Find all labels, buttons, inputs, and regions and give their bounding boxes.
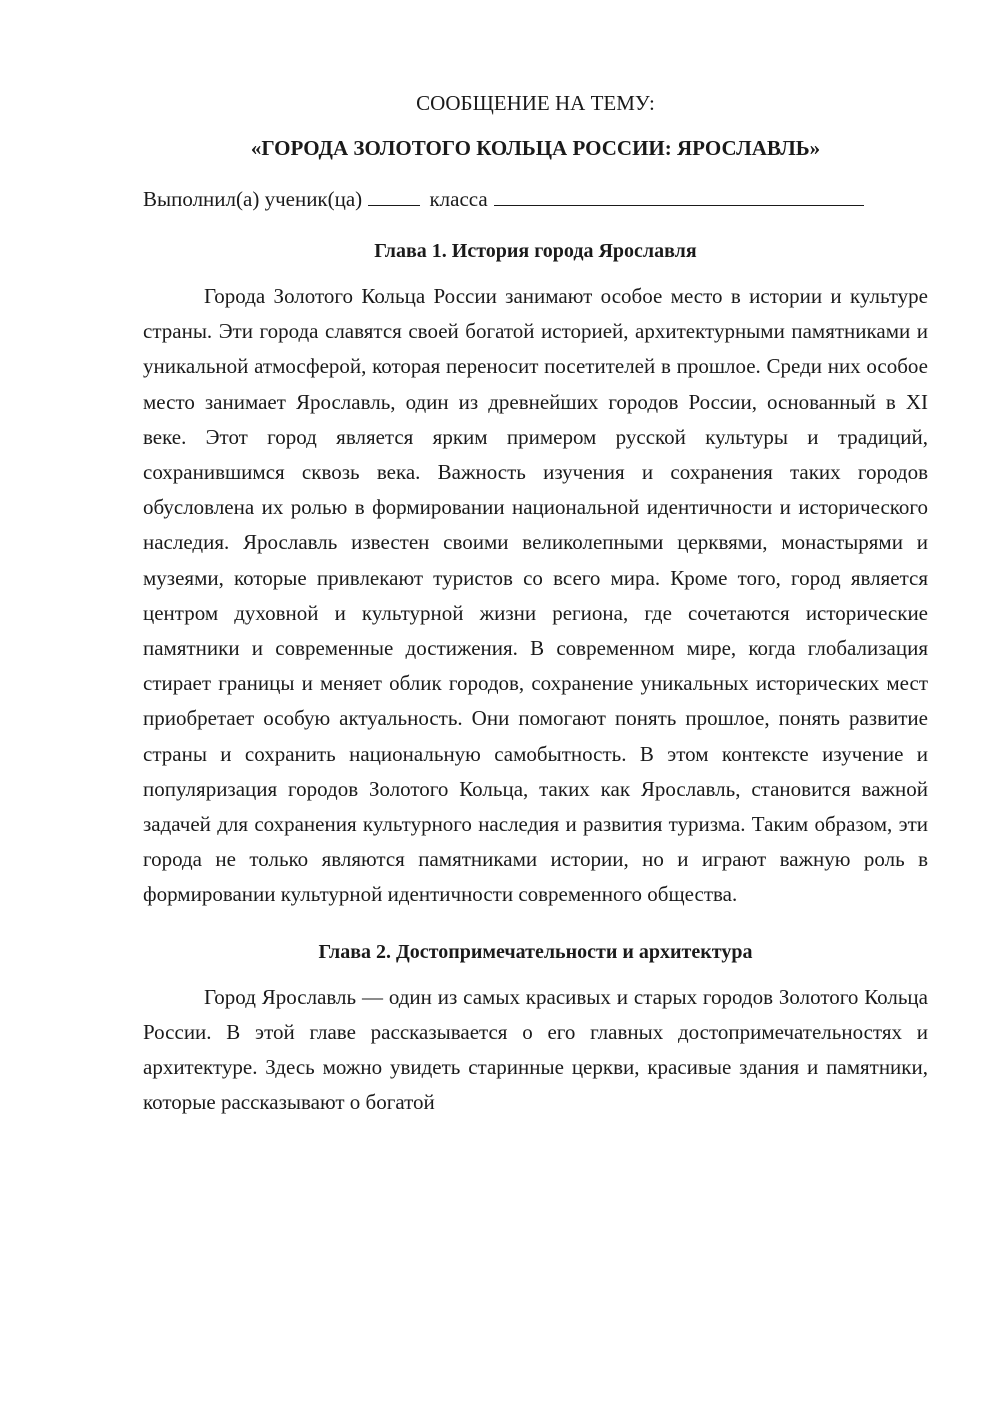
author-class-word: класса (429, 187, 488, 211)
author-prefix: Выполнил(а) ученик(ца) (143, 187, 363, 211)
student-name-blank[interactable] (368, 183, 420, 206)
document-main-title: «ГОРОДА ЗОЛОТОГО КОЛЬЦА РОССИИ: ЯРОСЛАВЛЬ» (250, 136, 821, 160)
chapter-2-paragraph: Город Ярославль — один из самых красивых и старых городов Золотого Кольца России. В этой главе рассказывается о его главных достопримечательностях и архитектуре. Здесь можно увидеть старинные церкви, красивые здания и памятники, которые рассказывают о богатой (143, 984, 928, 1115)
class-blank[interactable] (494, 183, 864, 206)
chapter-1-paragraph: Города Золотого Кольца России занимают особое место в истории и культуре страны. Эти города славятся своей богатой историей, архитектурными памятниками и уникальной атмосферой, которая переносит посетителей в прошлое. Среди них особое место занимает Ярославль, один из древнейших городов России, основанный в XI веке. Этот город является ярким примером русской культуры и традиций, сохранившимся сквозь века. Важность изучения и сохранения таких городов обусловлена их ролью в формировании национальной идентичности и исторического наследия. Ярославль известен своими великолепными церквями, монастырями и музеями, которые привлекают туристов со всего мира. Кроме того, город является центром духовной и культурной жизни региона, где сочетаются исторические памятники и современные достижения. В современном мире, когда глобализация стирает границы и меняет облик городов, сохранение уникальных исторических мест приобретает особую актуальность. Они помогают понять прошлое, понять развитие страны и сохранить национальную самобытность. В этом контексте изучение и популяризация городов Золотого Кольца, таких как Ярославль, становится важной задачей для сохранения культурного наследия и развития туризма. Таким образом, эти города не только являются памятниками истории, но и играют важную роль в формировании культурной идентичности современного общества. (143, 284, 928, 907)
document-title-line: СООБЩЕНИЕ НА ТЕМУ: (416, 91, 655, 115)
chapter-1-title: Глава 1. История города Ярославля (374, 240, 697, 262)
author-line (143, 183, 928, 214)
document-page (143, 88, 928, 1120)
chapter-2-title: Глава 2. Достопримечательности и архитектура (318, 940, 753, 963)
